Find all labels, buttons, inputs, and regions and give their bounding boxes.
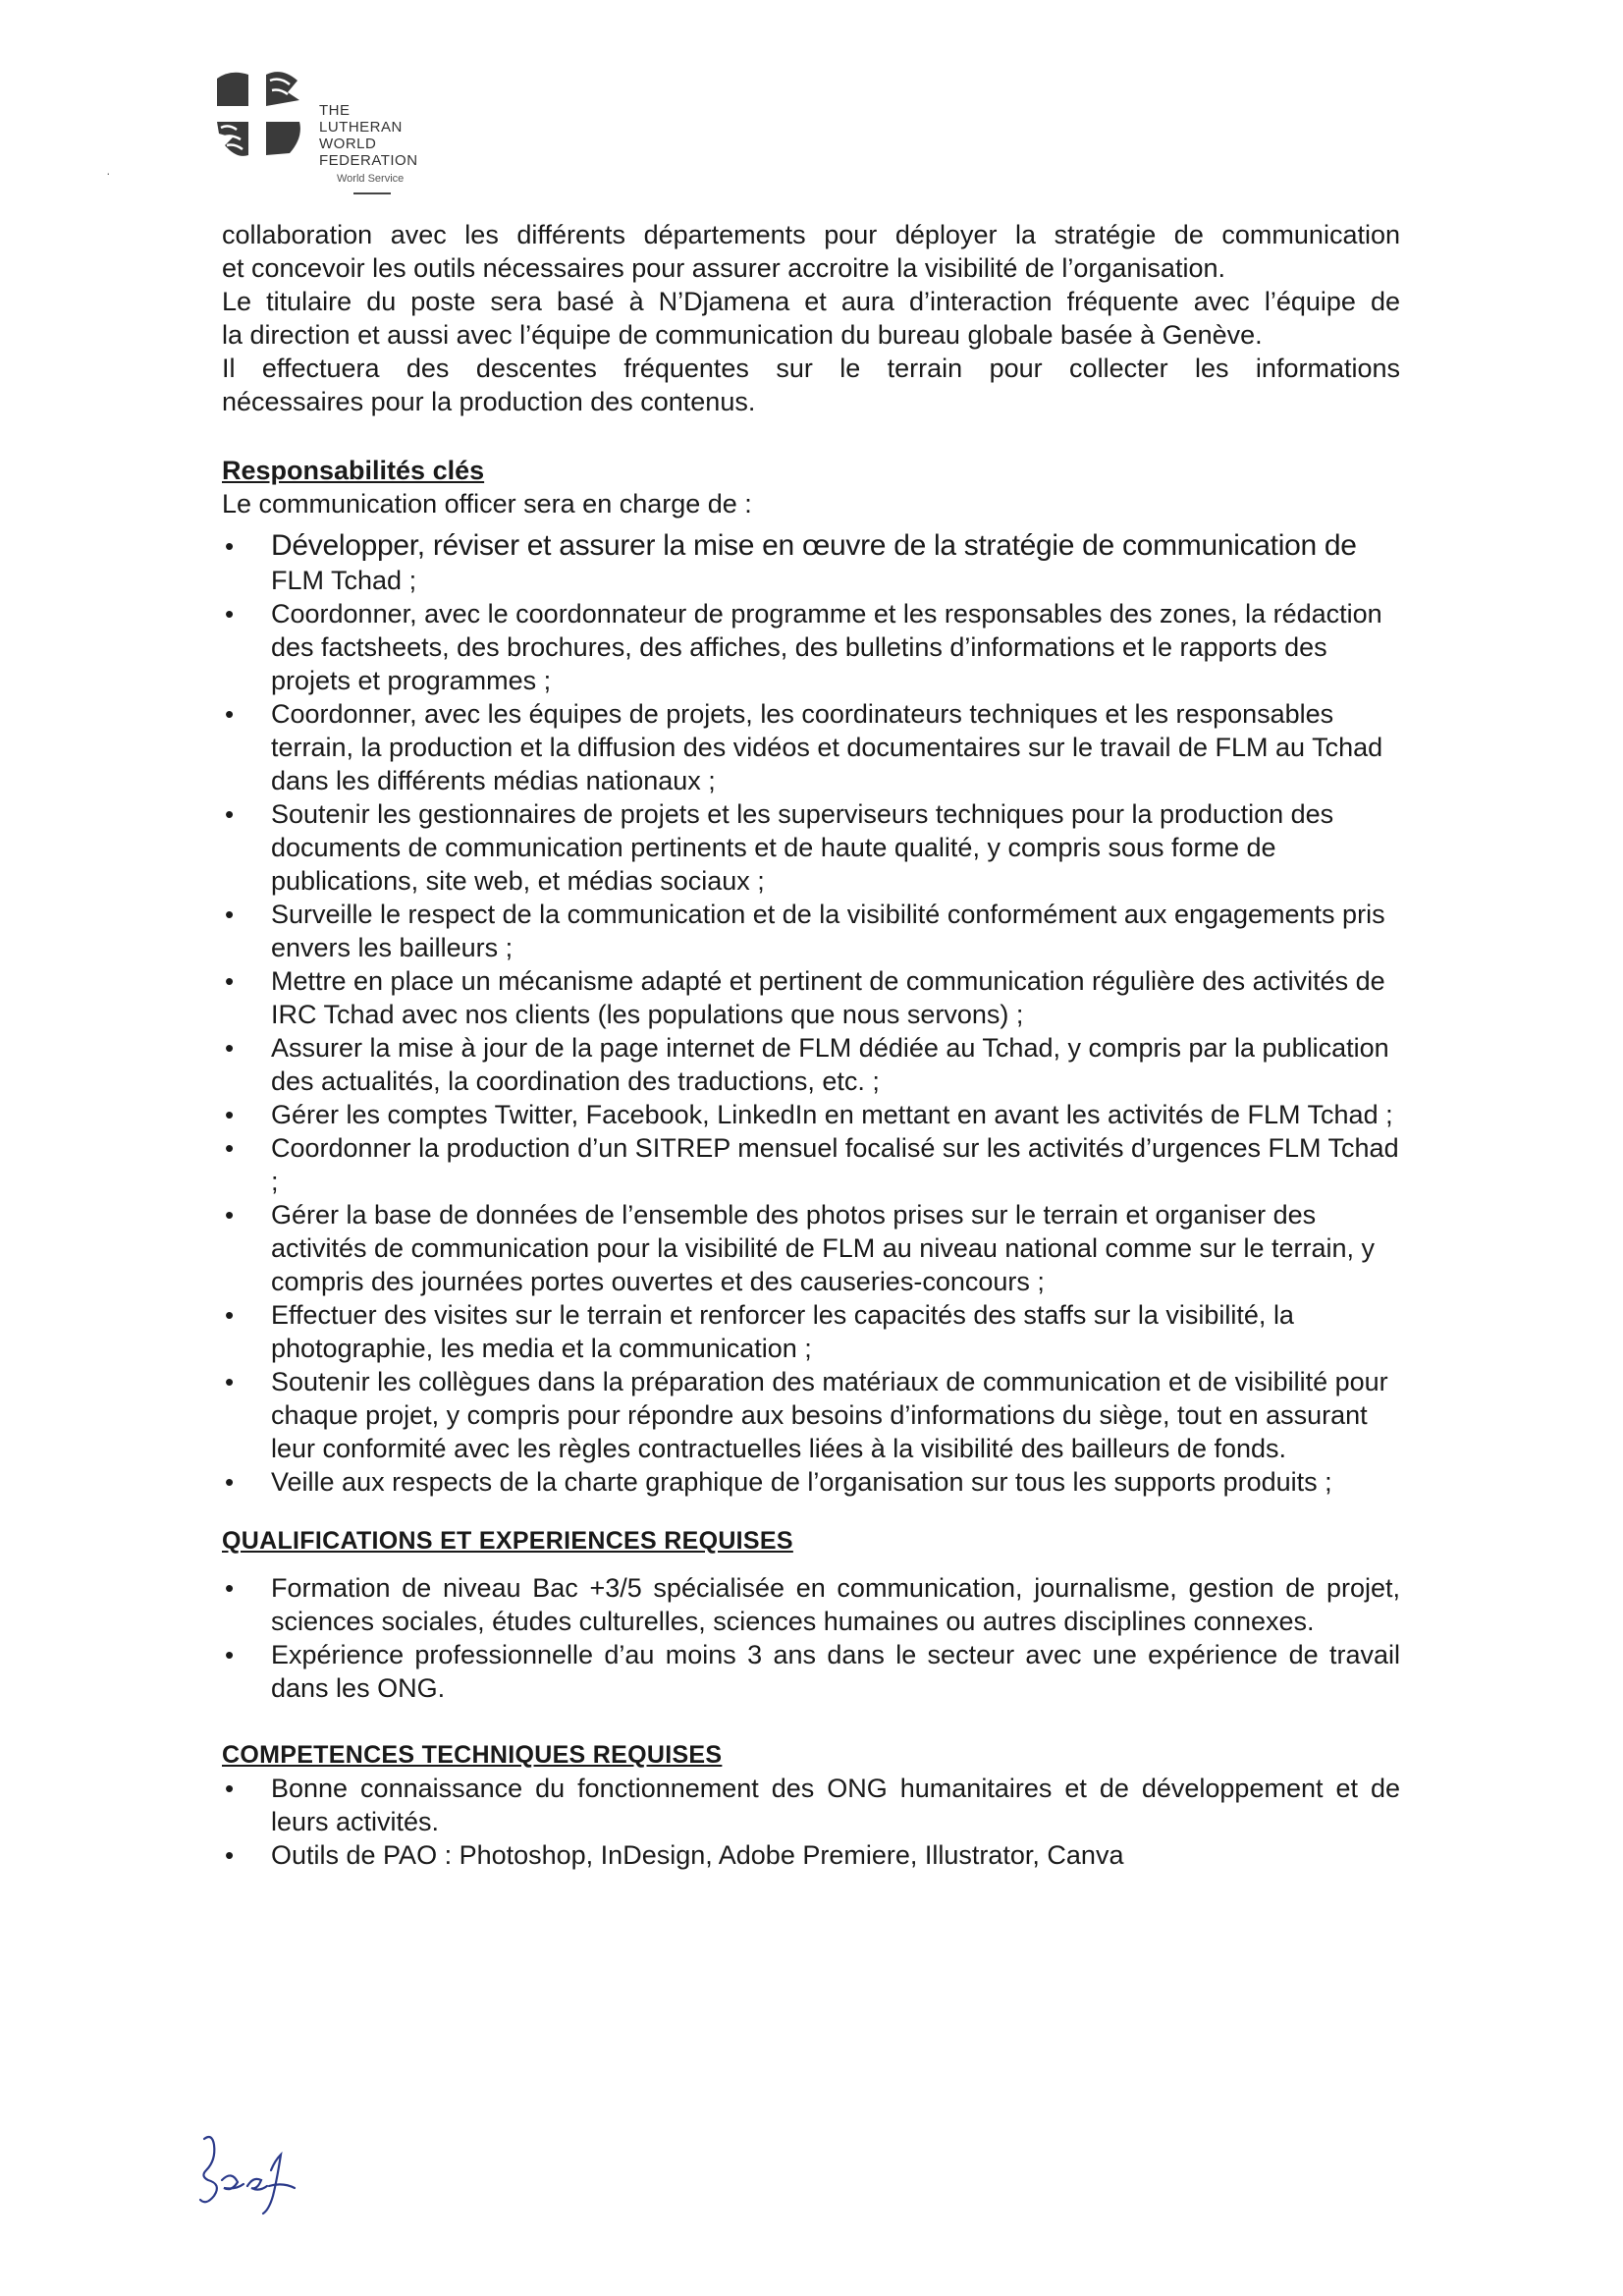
list-item: • Soutenir les collègues dans la préparation des matériaux de communication et de visibilité pour chaque projet, y compris pour répondre aux besoins d’informations du siège, tout en assurant leur conformité avec les règles contractuelles liées à la visibilité des bailleurs de fonds. (222, 1365, 1400, 1465)
list-item: • Coordonner, avec les équipes de projets, les coordinateurs techniques et les responsables terrain, la production et la diffusion des vidéos et documentaires sur le travail de FLM au Tchad dans les différents médias nationaux ; (222, 697, 1400, 797)
list-item-text: Développer, réviser et assurer la mise en œuvre de la stratégie de communication de (271, 529, 1357, 562)
list-item: • Gérer la base de données de l’ensemble des photos prises sur le terrain et organiser des activités de communication pour la visibilité de FLM au niveau national comme sur le terrain, y compris des journées portes ouvertes et des causeries-concours ; (222, 1198, 1400, 1298)
competences-section (222, 1738, 1400, 1872)
list-item: • Outils de PAO : Photoshop, InDesign, Adobe Premiere, Illustrator, Canva (222, 1838, 1400, 1872)
intro-paragraph (222, 218, 1400, 418)
letterhead-rule (353, 192, 391, 194)
list-item: • Gérer les comptes Twitter, Facebook, LinkedIn en mettant en avant les activités de FLM Tchad ; (222, 1098, 1400, 1131)
qualifications-section (222, 1524, 1400, 1705)
list-item: • Soutenir les gestionnaires de projets et les superviseurs techniques pour la production des documents de communication pertinents et de haute qualité, y compris sous forme de publications, site web, et médias sociaux ; (222, 797, 1400, 898)
competences-list (222, 1772, 1400, 1872)
intro-line: collaboration avec les différents départements pour déployer la stratégie de communication (222, 220, 1400, 249)
intro-line: et concevoir les outils nécessaires pour assurer accroitre la visibilité de l’organisation. (222, 253, 1225, 283)
intro-line: Il effectuera des descentes fréquentes sur le terrain pour collecter les informations (222, 354, 1400, 383)
responsibilities-section (222, 454, 1400, 1499)
competences-heading: COMPETENCES TECHNIQUES REQUISES (222, 1741, 723, 1769)
qualifications-list (222, 1571, 1400, 1705)
letterhead-line-4: FEDERATION (319, 152, 418, 169)
letterhead-subtitle: World Service (337, 173, 405, 185)
scan-mark: · (106, 165, 111, 181)
responsibilities-intro: Le communication officer sera en charge de : (222, 489, 752, 519)
responsibilities-heading: Responsabilités clés (222, 456, 485, 485)
letterhead (211, 67, 437, 214)
qualifications-heading: QUALIFICATIONS ET EXPERIENCES REQUISES (222, 1527, 793, 1555)
letterhead-line-3: WORLD (319, 136, 377, 152)
list-item: • Effectuer des visites sur le terrain et renforcer les capacités des staffs sur la visibilité, la photographie, les media et la communication ; (222, 1298, 1400, 1365)
intro-line: nécessaires pour la production des contenus. (222, 387, 756, 416)
list-item: • Bonne connaissance du fonctionnement des ONG humanitaires et de développement et de leurs activités. (222, 1772, 1400, 1838)
letterhead-wordmark (319, 102, 418, 169)
letterhead-line-2: LUTHERAN (319, 119, 403, 136)
list-item: • Surveille le respect de la communication et de la visibilité conformément aux engagements pris envers les bailleurs ; (222, 898, 1400, 964)
list-item: • Coordonner, avec le coordonnateur de programme et les responsables des zones, la rédaction des factsheets, des brochures, des affiches, des bulletins d’informations et le rapports des projets et programmes ; (222, 597, 1400, 697)
intro-line: Le titulaire du poste sera basé à N’Djamena et aura d’interaction fréquente avec l’équipe de (222, 287, 1400, 316)
lwf-logo-icon (211, 67, 309, 165)
list-item: • Assurer la mise à jour de la page internet de FLM dédiée au Tchad, y compris par la publication des actualités, la coordination des traductions, etc. ; (222, 1031, 1400, 1098)
list-item: • Coordonner la production d’un SITREP mensuel focalisé sur les activités d’urgences FLM Tchad ; (222, 1131, 1400, 1198)
list-item: • Veille aux respects de la charte graphique de l’organisation sur tous les supports produits ; (222, 1465, 1400, 1499)
list-item: • Formation de niveau Bac +3/5 spécialisée en communication, journalisme, gestion de projet, sciences sociales, études culturelles, sciences humaines ou autres disciplines connexes. (222, 1571, 1400, 1638)
list-item-text: FLM Tchad ; (271, 566, 417, 595)
handwritten-initials-icon (192, 2131, 310, 2219)
list-item: • Expérience professionnelle d’au moins 3 ans dans le secteur avec une expérience de travail dans les ONG. (222, 1638, 1400, 1705)
letterhead-line-1: THE (319, 102, 351, 119)
document-body (222, 218, 1400, 1872)
responsibilities-list (222, 528, 1400, 1499)
list-item: • Mettre en place un mécanisme adapté et pertinent de communication régulière des activités de IRC Tchad avec nos clients (les populations que nous servons) ; (222, 964, 1400, 1031)
list-item (222, 528, 1400, 597)
intro-line: la direction et aussi avec l’équipe de communication du bureau globale basée à Genève. (222, 320, 1263, 350)
